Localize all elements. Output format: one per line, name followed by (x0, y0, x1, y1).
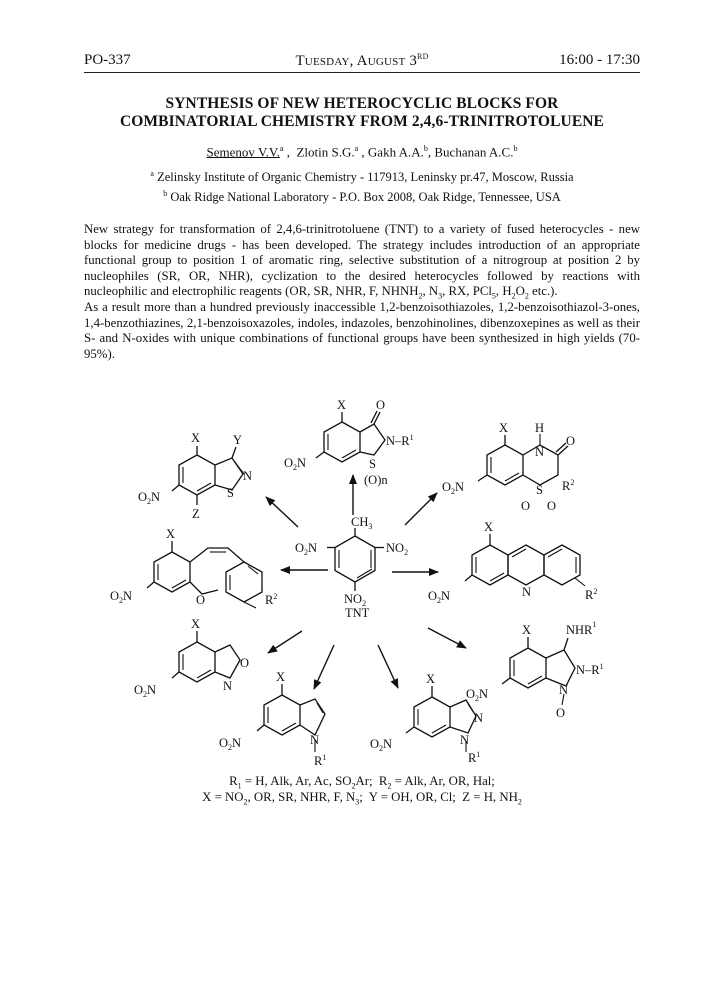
svg-text:N–R1: $N-R^1$ (386, 433, 414, 448)
poster-code: PO-337 (84, 52, 131, 68)
reaction-arrows (266, 475, 466, 689)
svg-text:N: N (243, 469, 253, 483)
svg-text:O: O (196, 593, 206, 607)
svg-text:O: O (547, 499, 557, 513)
dibenzoxepine (110, 527, 277, 608)
svg-text:S: S (369, 457, 376, 471)
legend-line-2: $X = NO_2$, OR, SR, NHR, F, $N_3$; Y = OH, OR, Cl; Z = H, $NH_2$ (202, 790, 522, 807)
author: Gakh A.A. (367, 144, 424, 160)
tnt-no2-right: $NO_2$ (386, 541, 409, 557)
tnt-label: TNT (345, 606, 370, 620)
svg-text:O2N: $O_2N$ (110, 589, 133, 605)
aminoindazole-oxide (466, 620, 604, 720)
svg-text:S: S (536, 483, 543, 497)
benzoisoxazole (134, 617, 249, 699)
svg-text:X: X (337, 398, 347, 412)
author: Buchanan A.C. (434, 144, 514, 160)
svg-text:N: N (559, 683, 569, 697)
svg-text:X: X (166, 527, 176, 541)
indole (219, 670, 326, 768)
svg-text:R2: $R^2$ (265, 592, 278, 607)
svg-text:X: X (191, 431, 201, 445)
svg-text:N: N (522, 585, 532, 599)
svg-text:O2N: $O_2N$ (219, 736, 242, 752)
session-time: 16:00 - 17:30 (559, 52, 640, 68)
benzoisothiazolone (284, 398, 414, 487)
svg-text:R1: $R^1$ (468, 750, 481, 765)
author-presenting: Semenov V.V. (206, 144, 280, 160)
svg-text:O2N: $O_2N$ (370, 737, 393, 753)
benzothiazine (442, 421, 575, 513)
svg-text:O2N: $O_2N$ (466, 687, 489, 703)
author-list: Semenov V.V.$^a$ , Zlotin S.G.$^a$ , Gakh A.A.$^b$, Buchanan A.C.$^b$ (206, 144, 518, 160)
svg-text:NHR1: NHR$^1$ (566, 620, 597, 637)
svg-text:O2N: $O_2N$ (134, 683, 157, 699)
abstract-paragraph-1: New strategy for transformation of 2,4,6-trinitrotoluene (TNT) to a variety of fused heterocycles - new blocks for medicine drugs - has been developed. The strategy includes introduction of an appropriate functional group to position 1 of aromatic ring, selective substitution of a nitrogroup at position 2 by nucleophiles (SR, OR, NHR), cyclization to the desired heterocycles followed by reactions with nucleophilic and electrophilic reagents (OR, SR, NHR, F, $NHNH_2$, $N_3$, RX, PCl$_5$, $H_2O_2$ etc.). (84, 222, 640, 301)
benzoquinoline (428, 520, 597, 605)
svg-text:O: O (556, 706, 566, 720)
svg-text:O: O (240, 656, 250, 670)
svg-text:R2: $R^2$ (585, 587, 598, 602)
svg-text:X: X (484, 520, 494, 534)
svg-text:O2N: $O_2N$ (428, 589, 451, 605)
svg-text:Z: Z (192, 507, 200, 521)
svg-text:N: N (460, 733, 470, 747)
svg-text:N: N (474, 711, 484, 725)
affiliation-b: $^b$ Oak Ridge National Laboratory - P.O. Box 2008, Oak Ridge, Tennessee, USA (163, 188, 561, 204)
svg-text:X: X (426, 672, 436, 686)
svg-text:Y: Y (233, 433, 243, 447)
author: Zlotin S.G. (296, 144, 355, 160)
tnt-ch3: $CH_3$ (351, 515, 373, 531)
svg-text:X: X (499, 421, 509, 435)
svg-text:N: N (223, 679, 233, 693)
paper-title: SYNTHESIS OF NEW HETEROCYCLIC BLOCKS FOR COMBINATORIAL CHEMISTRY FROM 2,4,6-TRINITROTOLUENE (119, 95, 604, 130)
legend-line-1: $R_1 = H$, Alk, Ar, Ac, $SO_2Ar$; $R_2$ = Alk, Ar, OR, Hal; (229, 774, 495, 791)
svg-text:O2N: $O_2N$ (442, 480, 465, 496)
svg-text:R2: $R^2$ (562, 478, 575, 493)
session-day: Tuesday, August 3RD (295, 52, 429, 69)
svg-text:S: S (227, 486, 234, 500)
svg-text:X: X (522, 623, 532, 637)
svg-text:O: O (376, 398, 386, 412)
svg-text:N: N (535, 445, 545, 459)
svg-text:O: O (521, 499, 531, 513)
svg-text:H: H (535, 421, 545, 435)
svg-text:X: X (191, 617, 201, 631)
svg-text:O2N: $O_2N$ (138, 490, 161, 506)
svg-text:R1: $R^1$ (314, 753, 327, 768)
svg-text:O: O (566, 434, 576, 448)
svg-text:N: N (310, 733, 320, 747)
tnt-o2n: $O_2N$ (295, 541, 318, 557)
tnt-molecule (295, 515, 408, 620)
svg-text:O2N: $O_2N$ (284, 456, 307, 472)
benzoisothiazole (138, 431, 252, 521)
abstract-paragraph-2: As a result more than a hundred previously inaccessible 1,2-benzoisothiazoles, 1,2-benzoisothiazol-3-ones, 1,4-benzothiazines, 2,1-benzoisoxazoles, indoles, indazoles, benzohinolines, dibenzoxepines as well as their S- and N-oxides with unique combinations of functional groups have been synthesized in high yields (70-95%). (84, 299, 640, 361)
indazole (370, 672, 483, 765)
tnt-no2-bottom: $NO_2$ (344, 592, 367, 608)
substituent-legend (84, 773, 640, 805)
svg-text:X: X (276, 670, 286, 684)
affiliation-a: $^a$ Zelinsky Institute of Organic Chemistry - 117913, Leninsky pr.47, Moscow, Russia (150, 169, 574, 185)
svg-text:N–R1: $N-R^1$ (576, 662, 604, 677)
svg-text:(O)n: (O)n (364, 473, 388, 487)
